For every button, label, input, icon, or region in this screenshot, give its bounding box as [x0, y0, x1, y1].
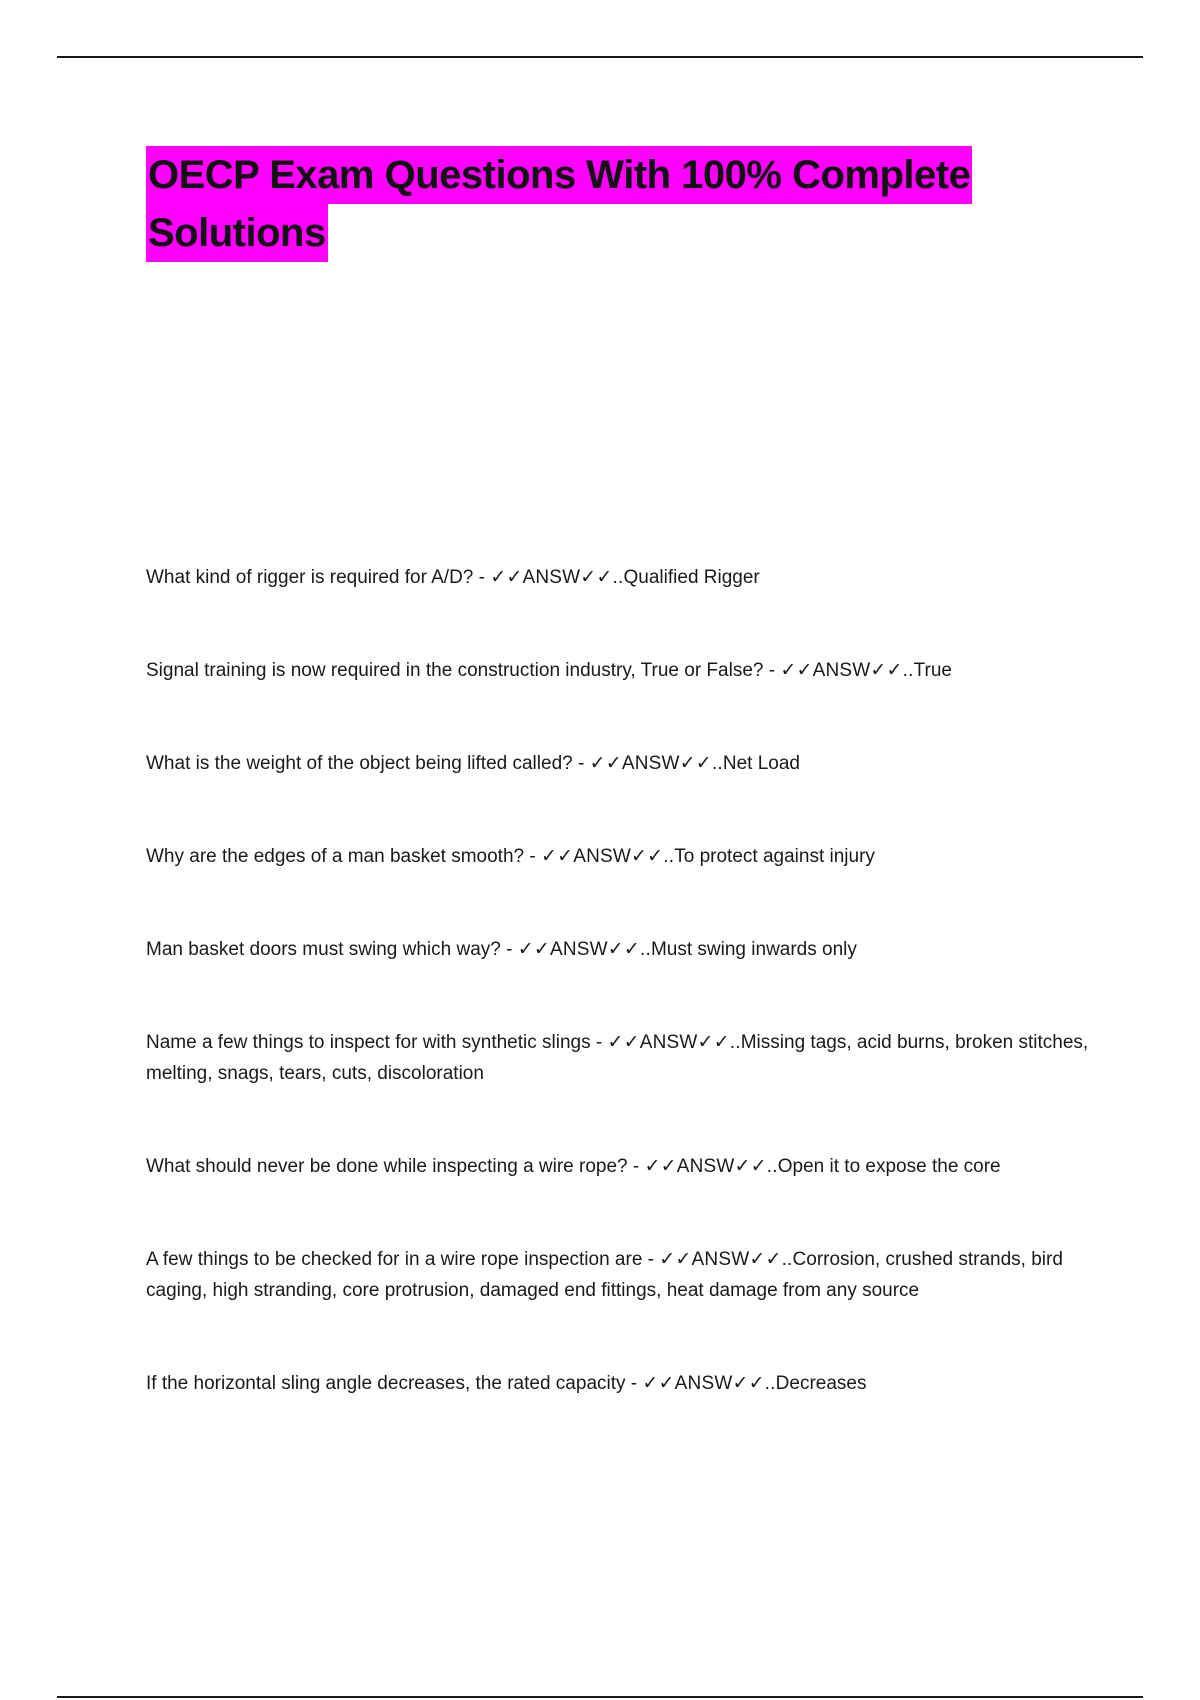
qa-item: If the horizontal sling angle decreases, the rated capacity - ✓✓ANSW✓✓..Decreases: [146, 1373, 867, 1394]
top-rule: [57, 56, 1143, 58]
answer-text: Must swing inwards only: [650, 939, 857, 960]
question-text: Why are the edges of a man basket smooth?: [146, 846, 525, 867]
answer-marker: ✓✓ANSW✓✓..: [644, 1156, 778, 1177]
answer-text: Open it to expose the core: [777, 1156, 1001, 1177]
qa-item: Man basket doors must swing which way? - ✓✓ANSW✓✓..Must swing inwards only: [146, 939, 857, 960]
qa-item: A few things to be checked for in a wire rope inspection are - ✓✓ANSW✓✓..Corrosion, crushed strands, bird caging, high stranding, core protrusion, damaged end fittings, heat damage from any source: [146, 1249, 1063, 1301]
qa-item: Signal training is now required in the construction industry, True or False? - ✓✓ANSW✓✓..True: [146, 660, 952, 681]
title-line: OECP Exam Questions With 100% Complete: [146, 146, 972, 204]
answer-marker: ✓✓ANSW✓✓..: [607, 1032, 741, 1053]
answer-text: To protect against injury: [674, 846, 875, 867]
answer-marker: ✓✓ANSW✓✓..: [490, 567, 624, 588]
document-title: [146, 146, 1046, 262]
answer-text: True: [913, 660, 952, 681]
question-text: A few things to be checked for in a wire rope inspection are: [146, 1249, 643, 1270]
qa-item: What is the weight of the object being lifted called? - ✓✓ANSW✓✓..Net Load: [146, 753, 800, 774]
qa-list: [146, 562, 1096, 1461]
answer-text: Missing tags, acid burns, broken stitches, melting, snags, tears, cuts, discoloration: [146, 1032, 1089, 1084]
answer-marker: ✓✓ANSW✓✓..: [541, 846, 675, 867]
answer-marker: ✓✓ANSW✓✓..: [659, 1249, 793, 1270]
question-text: Signal training is now required in the construction industry, True or False?: [146, 660, 764, 681]
question-text: What kind of rigger is required for A/D?: [146, 567, 474, 588]
qa-item: Name a few things to inspect for with synthetic slings - ✓✓ANSW✓✓..Missing tags, acid burns, broken stitches, melting, snags, tears, cuts, discoloration: [146, 1032, 1089, 1084]
qa-item: What should never be done while inspecting a wire rope? - ✓✓ANSW✓✓..Open it to expose the core: [146, 1156, 1001, 1177]
question-text: Name a few things to inspect for with synthetic slings: [146, 1032, 591, 1053]
title-line: Solutions: [146, 204, 328, 262]
answer-text: Net Load: [722, 753, 800, 774]
qa-item: Why are the edges of a man basket smooth? - ✓✓ANSW✓✓..To protect against injury: [146, 846, 875, 867]
question-text: What is the weight of the object being lifted called?: [146, 753, 573, 774]
answer-text: Qualified Rigger: [623, 567, 760, 588]
answer-marker: ✓✓ANSW✓✓..: [642, 1373, 776, 1394]
answer-text: Corrosion, crushed strands, bird caging, high stranding, core protrusion, damaged end fittings, heat damage from any source: [146, 1249, 1063, 1301]
bottom-rule: [57, 1696, 1143, 1698]
answer-marker: ✓✓ANSW✓✓..: [780, 660, 914, 681]
answer-text: Decreases: [775, 1373, 867, 1394]
question-text: If the horizontal sling angle decreases, the rated capacity: [146, 1373, 626, 1394]
question-text: Man basket doors must swing which way?: [146, 939, 501, 960]
answer-marker: ✓✓ANSW✓✓..: [589, 753, 723, 774]
qa-item: What kind of rigger is required for A/D? - ✓✓ANSW✓✓..Qualified Rigger: [146, 567, 760, 588]
question-text: What should never be done while inspecting a wire rope?: [146, 1156, 628, 1177]
answer-marker: ✓✓ANSW✓✓..: [517, 939, 651, 960]
